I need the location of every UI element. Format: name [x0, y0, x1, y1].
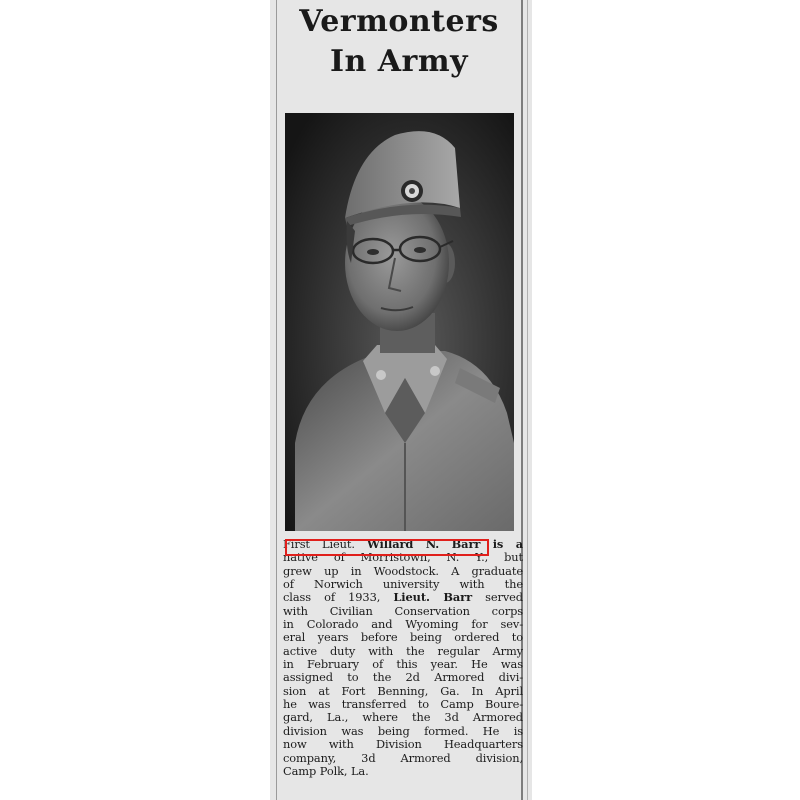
portrait-photo	[285, 113, 514, 531]
article-line: in February of this year. He was	[283, 658, 523, 672]
portrait-photo-icon	[285, 113, 514, 531]
headline-line-2: In Army	[329, 44, 469, 79]
article-line: of Norwich university with the	[283, 578, 523, 592]
article-line: he was transferred to Camp Boure-	[283, 698, 523, 712]
article-line: with Civilian Conservation corps	[283, 604, 523, 618]
column-rule-left	[276, 0, 277, 800]
article-line: grew up in Woodstock. A graduate	[283, 564, 523, 578]
article-line	[283, 591, 523, 604]
article-line: division was being formed. He is	[283, 724, 523, 738]
article-bold-text: Lieut. Barr	[393, 591, 472, 605]
article-line: assigned to the 2d Armored divi-	[283, 671, 523, 685]
article-line: sion at Fort Benning, Ga. In April	[283, 684, 523, 698]
article-line: Camp Polk, La.	[283, 764, 369, 778]
rank-text: First Lieut.	[283, 538, 355, 551]
highlight-box	[285, 539, 489, 556]
column-rule-right-thin	[527, 0, 528, 800]
article-line: active duty with the regular Army	[283, 644, 523, 658]
article-line: native of Morristown, N. Y., but	[283, 551, 523, 565]
article-line: company, 3d Armored division,	[283, 751, 523, 765]
headline	[278, 2, 520, 82]
article-line: now with Division Headquarters	[283, 738, 523, 752]
article-line: in Colorado and Wyoming for sev-	[283, 618, 523, 632]
article-body	[283, 538, 523, 778]
article-line: gard, La., where the 3d Armored	[283, 711, 523, 725]
article-text-segment: class of 1933,	[283, 591, 394, 605]
headline-line-1: Vermonters	[299, 4, 499, 39]
article-line: eral years before being ordered to	[283, 631, 523, 645]
article-text-segment: served	[471, 591, 523, 605]
article-text-segment: is a	[480, 538, 523, 551]
person-name: Willard N. Barr	[367, 538, 481, 551]
